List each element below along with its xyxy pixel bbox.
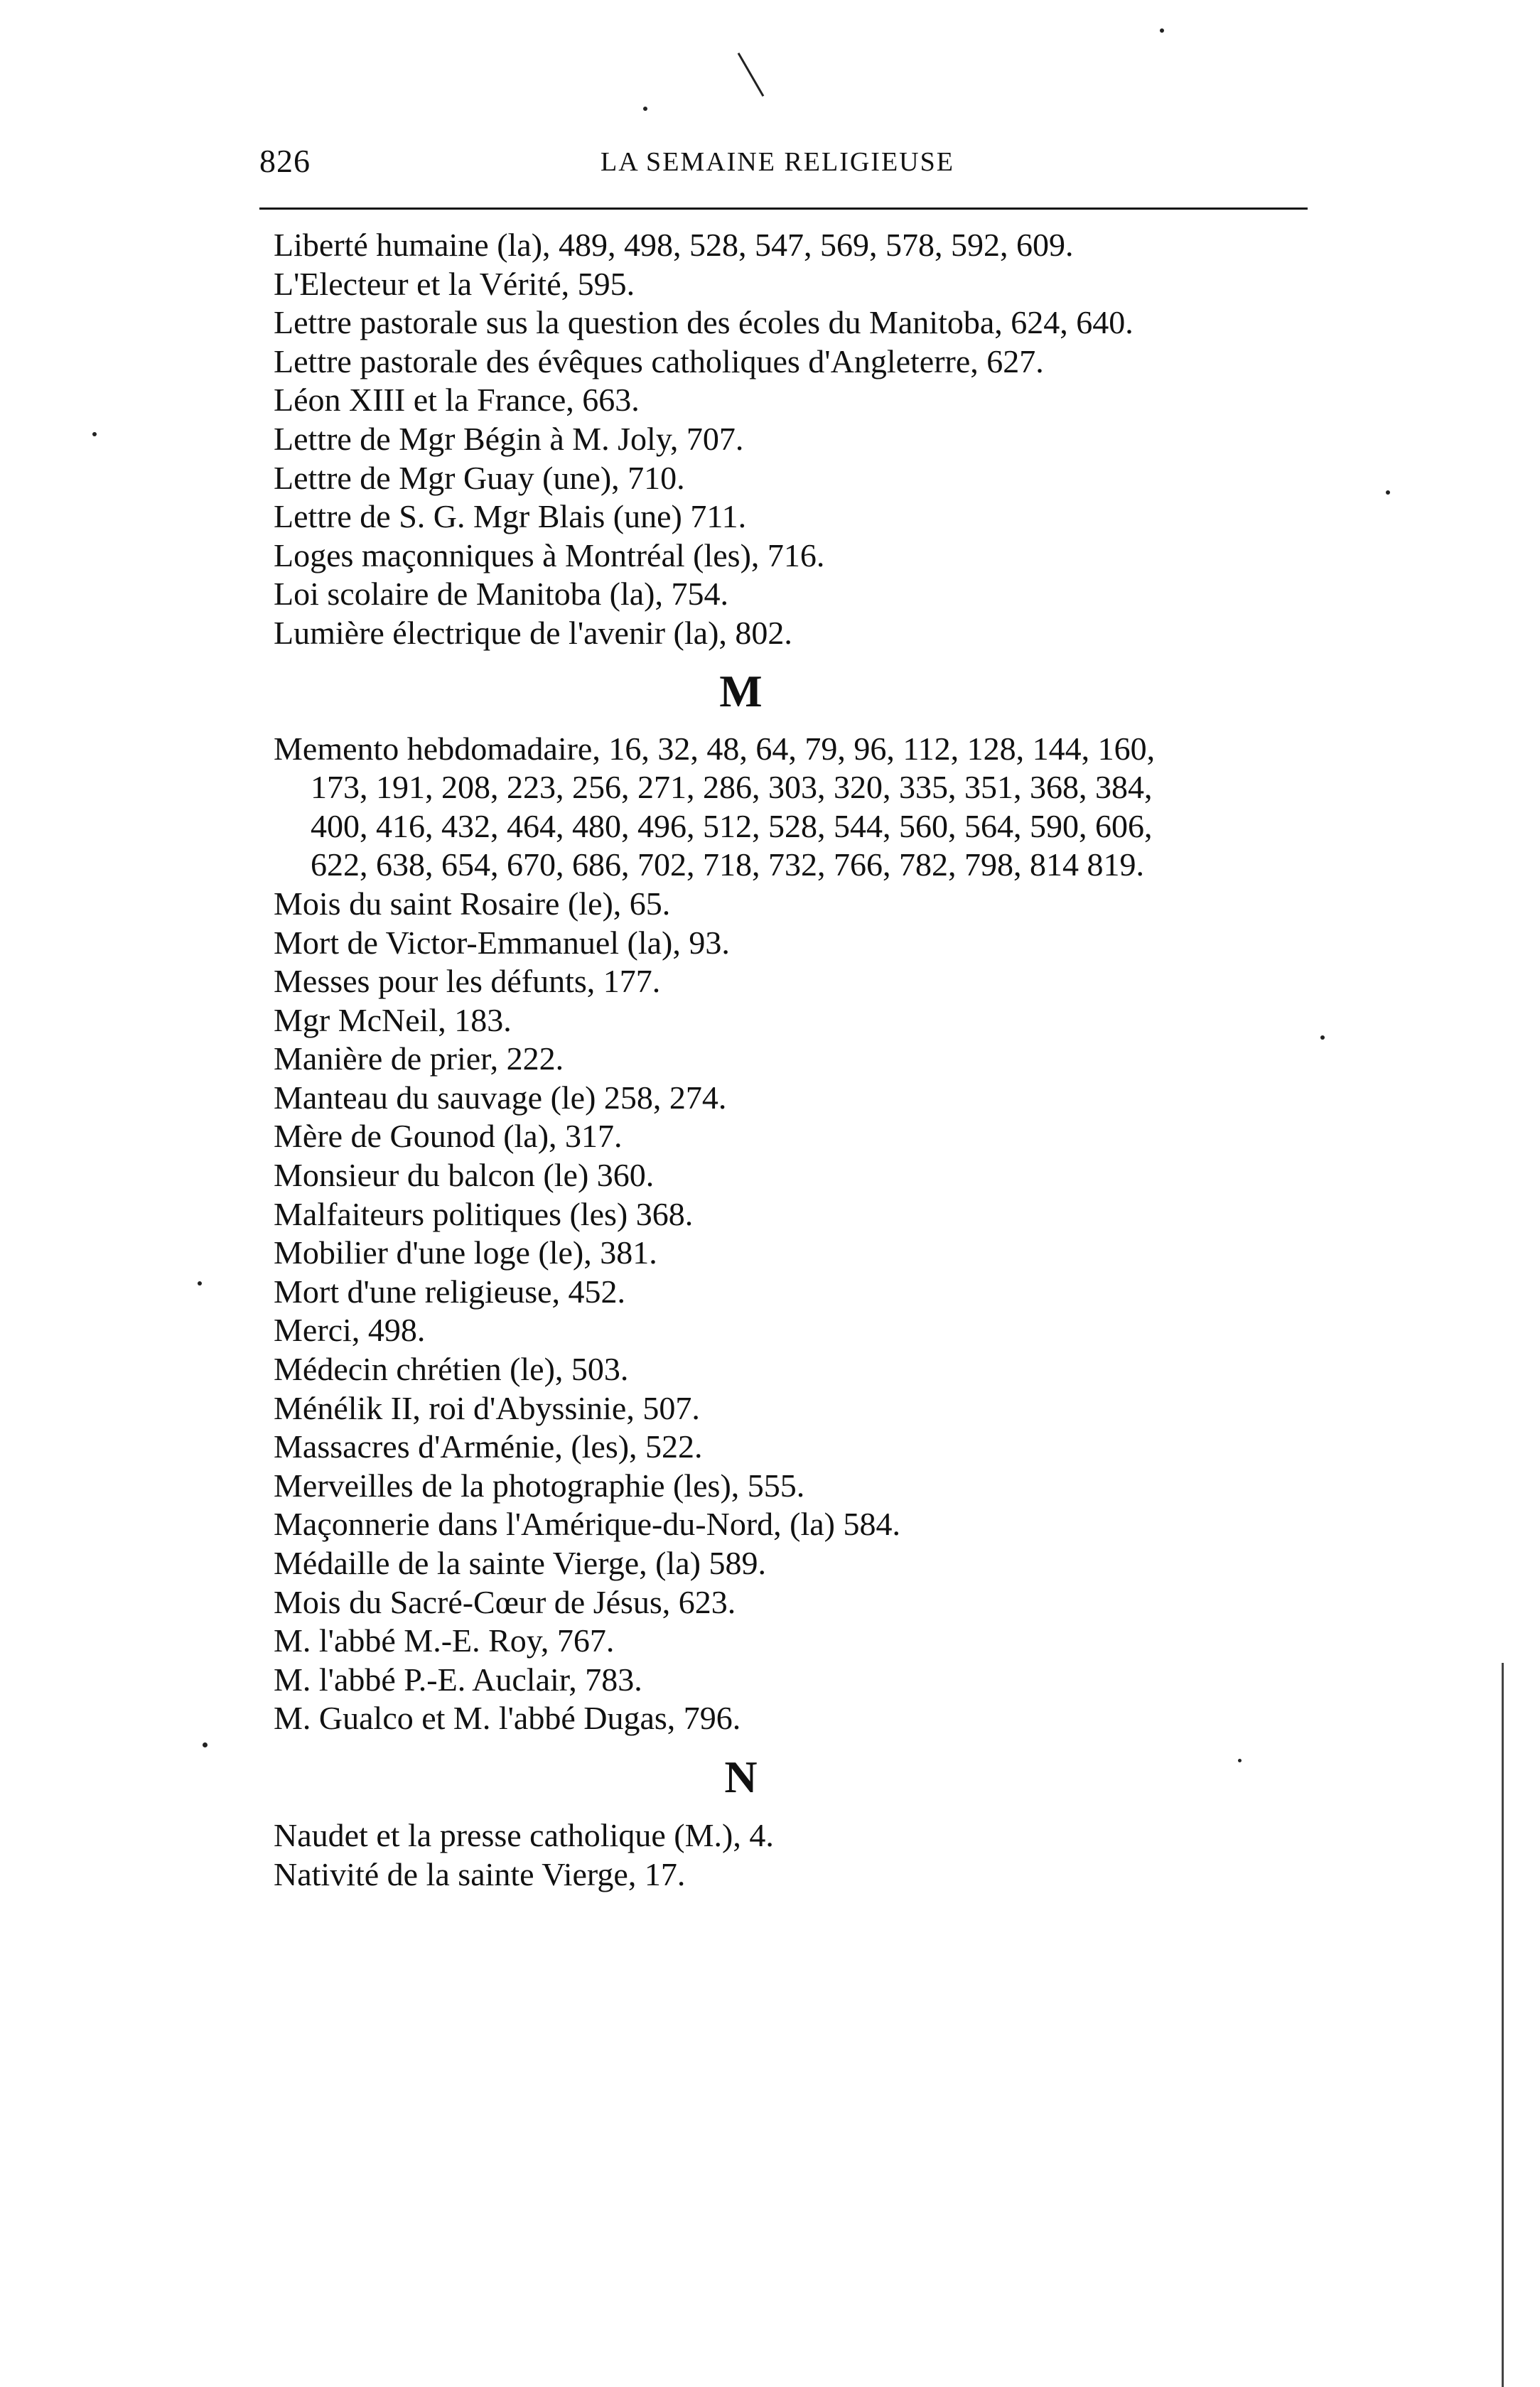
section-n-entries	[274, 1816, 1308, 1894]
index-entry-continuation: 173, 191, 208, 223, 256, 271, 286, 303, 320, 335, 351, 368, 384,	[311, 769, 1153, 806]
index-entry: Mort d'une religieuse, 452.	[274, 1273, 626, 1310]
index-entry: Memento hebdomadaire, 16, 32, 48, 64, 79, 96, 112, 128, 144, 160,	[274, 730, 1156, 767]
index-entry: Lettre pastorale des évêques catholiques d'Angleterre, 627.	[274, 343, 1044, 379]
index-entry: Lettre pastorale sus la question des écoles du Manitoba, 624, 640.	[274, 304, 1134, 341]
scan-speck	[198, 1281, 202, 1286]
page-header	[259, 142, 1308, 185]
index-entry: Lettre de Mgr Guay (une), 710.	[274, 459, 685, 496]
section-letter-n: N	[724, 1751, 758, 1802]
index-entry: Lettre de S. G. Mgr Blais (une) 711.	[274, 498, 747, 535]
scan-speck	[1238, 1759, 1242, 1762]
section-letter-m: M	[719, 665, 763, 716]
scan-speck	[203, 1742, 208, 1747]
index-entry: Médecin chrétien (le), 503.	[274, 1351, 629, 1388]
index-entry: Nativité de la sainte Vierge, 17.	[274, 1855, 686, 1892]
index-entry: Manière de prier, 222.	[274, 1040, 564, 1077]
index-entry: Loi scolaire de Manitoba (la), 754.	[274, 576, 728, 613]
scan-speck	[92, 432, 97, 436]
index-entry: Léon XIII et la France, 663.	[274, 382, 640, 419]
index-entry: Lumière électrique de l'avenir (la), 802.	[274, 614, 792, 651]
index-entry: Mobilier d'une loge (le), 381.	[274, 1234, 657, 1271]
index-entry-continuation: 622, 638, 654, 670, 686, 702, 718, 732, 766, 782, 798, 814 819.	[311, 846, 1144, 883]
index-entry: Mgr McNeil, 183.	[274, 1001, 512, 1038]
index-entry: Médaille de la sainte Vierge, (la) 589.	[274, 1545, 766, 1581]
scan-speck	[1160, 28, 1164, 33]
index-entry: Mère de Gounod (la), 317.	[274, 1118, 623, 1155]
page-edge-line	[1502, 1663, 1504, 2387]
index-content	[274, 226, 1308, 1894]
scan-speck	[643, 107, 647, 111]
scan-speck	[738, 53, 765, 97]
index-entry: Mois du saint Rosaire (le), 65.	[274, 885, 671, 922]
index-entry: Malfaiteurs politiques (les) 368.	[274, 1195, 694, 1232]
index-entry: Naudet et la presse catholique (M.), 4.	[274, 1816, 774, 1853]
index-entry: M. l'abbé P.-E. Auclair, 783.	[274, 1661, 642, 1698]
index-entry: Messes pour les défunts, 177.	[274, 963, 661, 1000]
scan-speck	[1320, 1035, 1325, 1040]
index-entry: M. l'abbé M.-E. Roy, 767.	[274, 1622, 615, 1659]
index-entry: Merci, 498.	[274, 1312, 426, 1349]
index-entry: Ménélik II, roi d'Abyssinie, 507.	[274, 1389, 700, 1426]
running-title: LA SEMAINE RELIGIEUSE	[601, 147, 954, 177]
index-entry: Massacres d'Arménie, (les), 522.	[274, 1428, 703, 1465]
index-entry: M. Gualco et M. l'abbé Dugas, 796.	[274, 1700, 741, 1737]
index-entry: L'Electeur et la Vérité, 595.	[274, 265, 635, 302]
index-entry: Mort de Victor-Emmanuel (la), 93.	[274, 924, 730, 961]
scan-speck	[1386, 490, 1390, 495]
index-entry-continuation: 400, 416, 432, 464, 480, 496, 512, 528, 544, 560, 564, 590, 606,	[311, 807, 1153, 844]
section-m-entries	[274, 885, 1308, 1738]
index-entry: Merveilles de la photographie (les), 555.	[274, 1467, 805, 1504]
index-entry: Lettre de Mgr Bégin à M. Joly, 707.	[274, 420, 744, 457]
index-entry: Maçonnerie dans l'Amérique-du-Nord, (la) 584.	[274, 1506, 900, 1543]
index-entry: Liberté humaine (la), 489, 498, 528, 547, 569, 578, 592, 609.	[274, 227, 1074, 263]
index-entry: Monsieur du balcon (le) 360.	[274, 1157, 655, 1194]
header-rule	[259, 208, 1308, 210]
index-entry: Manteau du sauvage (le) 258, 274.	[274, 1079, 727, 1116]
index-entry: Mois du Sacré-Cœur de Jésus, 623.	[274, 1583, 736, 1620]
memento-entry	[274, 730, 1308, 885]
index-entry: Loges maçonniques à Montréal (les), 716.	[274, 537, 825, 573]
page-number: 826	[259, 143, 311, 179]
section-l-entries	[274, 226, 1308, 653]
